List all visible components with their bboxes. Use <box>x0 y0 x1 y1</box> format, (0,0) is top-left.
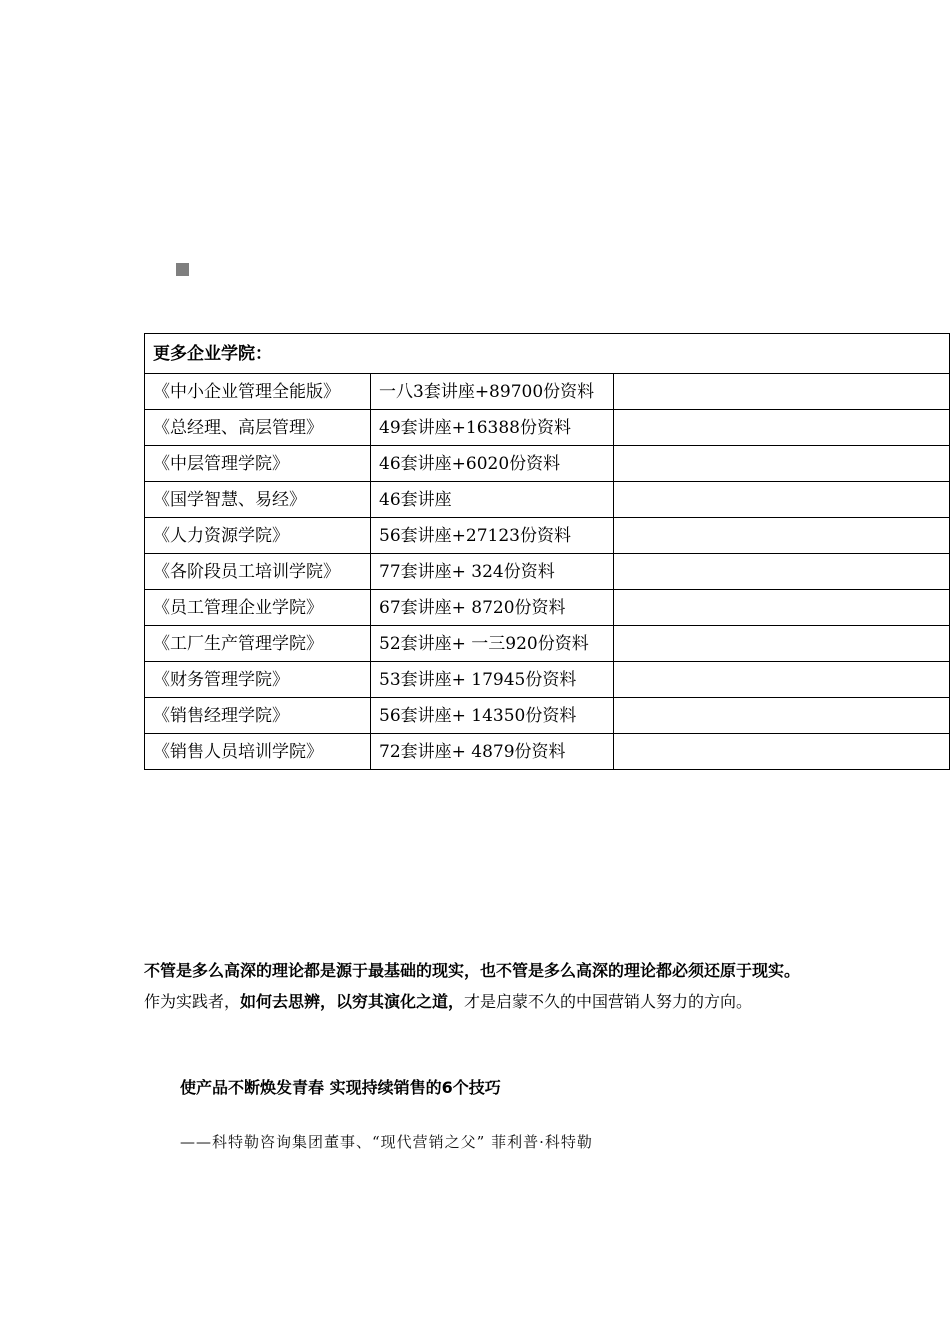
course-table <box>144 333 950 770</box>
table-row <box>145 626 950 662</box>
table-header-row <box>145 334 950 374</box>
empty-cell <box>614 554 950 590</box>
empty-cell <box>614 662 950 698</box>
table-row <box>145 482 950 518</box>
course-name: 《员工管理企业学院》 <box>145 590 371 626</box>
empty-cell <box>614 410 950 446</box>
course-content: 72套讲座+ 4879份资料 <box>371 734 614 770</box>
table-row <box>145 662 950 698</box>
table-row <box>145 554 950 590</box>
course-content: 56套讲座+27123份资料 <box>371 518 614 554</box>
course-content: 46套讲座+6020份资料 <box>371 446 614 482</box>
empty-cell <box>614 374 950 410</box>
course-content: 77套讲座+ 324份资料 <box>371 554 614 590</box>
course-content: 53套讲座+ 17945份资料 <box>371 662 614 698</box>
empty-cell <box>614 482 950 518</box>
article-byline: ——科特勒咨询集团董事、“现代营销之父” 菲利普·科特勒 <box>180 1133 593 1151</box>
intro-normal-1: 作为实践者， <box>144 992 241 1011</box>
table-row <box>145 410 950 446</box>
course-content: 67套讲座+ 8720份资料 <box>371 590 614 626</box>
intro-paragraph <box>144 955 804 1017</box>
course-content: 46套讲座 <box>371 482 614 518</box>
empty-cell <box>614 734 950 770</box>
course-content: 52套讲座+ 一三920份资料 <box>371 626 614 662</box>
empty-cell <box>614 446 950 482</box>
intro-normal-2: 才是启蒙不久的中国营销人努力的方向。 <box>464 992 753 1011</box>
empty-cell <box>614 698 950 734</box>
article-title: 使产品不断焕发青春 实现持续销售的6个技巧 <box>180 1078 501 1097</box>
table-row <box>145 374 950 410</box>
course-name: 《国学智慧、易经》 <box>145 482 371 518</box>
course-name: 《销售经理学院》 <box>145 698 371 734</box>
table-row <box>145 446 950 482</box>
course-name: 《销售人员培训学院》 <box>145 734 371 770</box>
table-row <box>145 734 950 770</box>
table-row <box>145 698 950 734</box>
course-name: 《工厂生产管理学院》 <box>145 626 371 662</box>
course-name: 《财务管理学院》 <box>145 662 371 698</box>
table-row <box>145 590 950 626</box>
course-name: 《各阶段员工培训学院》 <box>145 554 371 590</box>
bullet-square <box>176 263 189 276</box>
intro-bold-2: 如何去思辨，以穷其演化之道， <box>240 992 465 1011</box>
table-row <box>145 518 950 554</box>
empty-cell <box>614 590 950 626</box>
course-name: 《中小企业管理全能版》 <box>145 374 371 410</box>
empty-cell <box>614 626 950 662</box>
course-content: 56套讲座+ 14350份资料 <box>371 698 614 734</box>
empty-cell <box>614 518 950 554</box>
course-name: 《人力资源学院》 <box>145 518 371 554</box>
course-content: 一八3套讲座+89700份资料 <box>371 374 614 410</box>
table-header: 更多企业学院： <box>145 334 950 374</box>
intro-bold-1: 不管是多么高深的理论都是源于最基础的现实，也不管是多么高深的理论都必须还原于现实。 <box>144 961 801 980</box>
course-name: 《总经理、高层管理》 <box>145 410 371 446</box>
course-name: 《中层管理学院》 <box>145 446 371 482</box>
course-content: 49套讲座+16388份资料 <box>371 410 614 446</box>
